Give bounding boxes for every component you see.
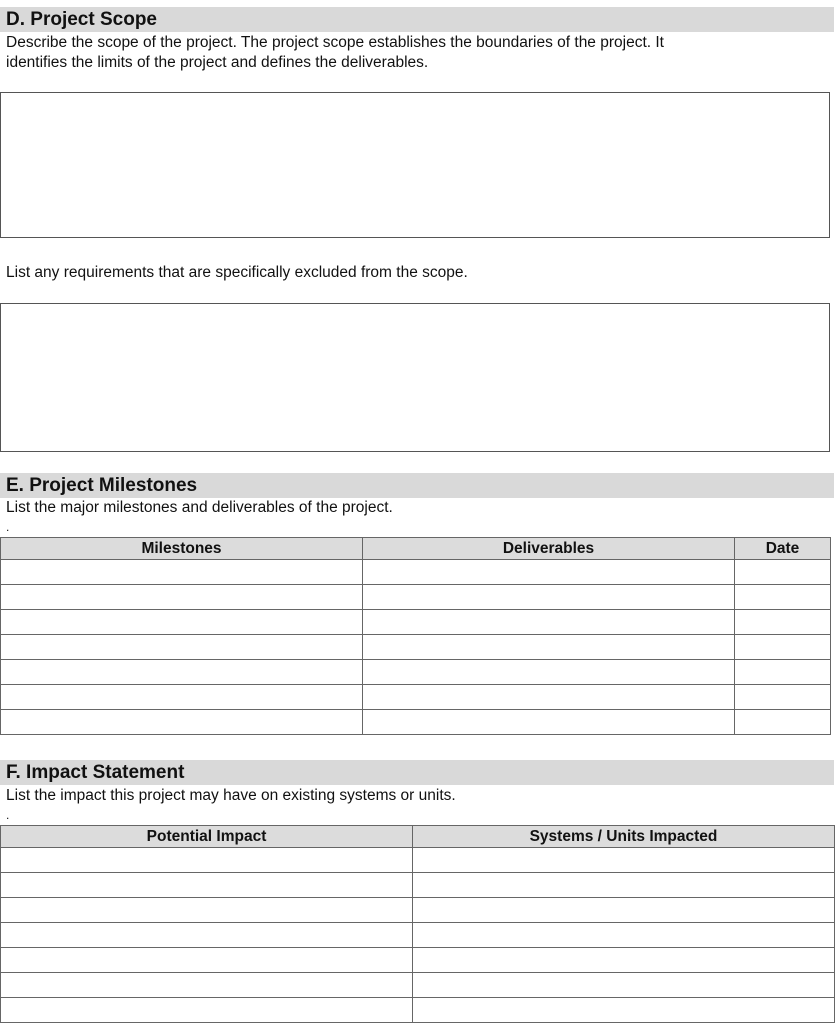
- date-cell[interactable]: [735, 560, 831, 585]
- section-d-desc-line1: Describe the scope of the project. The project scope establishes the boundaries of the project. It: [6, 34, 664, 51]
- excluded-requirements-textbox[interactable]: [0, 303, 830, 452]
- systems-units-impacted-cell[interactable]: [413, 848, 835, 873]
- section-d-title: D. Project Scope: [0, 7, 834, 32]
- potential-impact-cell[interactable]: [1, 948, 413, 973]
- table-row: [1, 585, 831, 610]
- table-row: [1, 923, 835, 948]
- potential-impact-cell[interactable]: [1, 873, 413, 898]
- section-f-title: F. Impact Statement: [0, 760, 834, 785]
- table-row: [1, 898, 835, 923]
- potential-impact-cell[interactable]: [1, 923, 413, 948]
- table-row: [1, 710, 831, 735]
- milestones-header-row: [1, 538, 831, 560]
- section-e-description: List the major milestones and deliverables of the project.: [6, 499, 393, 516]
- project-scope-textbox[interactable]: [0, 92, 830, 238]
- section-f-dot: .: [6, 808, 10, 822]
- systems-units-impacted-cell[interactable]: [413, 923, 835, 948]
- date-column-header: Date: [735, 538, 831, 560]
- milestone-cell[interactable]: [1, 610, 363, 635]
- milestone-cell[interactable]: [1, 585, 363, 610]
- impact-header-row: [1, 826, 835, 848]
- systems-units-impacted-cell[interactable]: [413, 998, 835, 1023]
- table-row: [1, 635, 831, 660]
- potential-impact-cell[interactable]: [1, 848, 413, 873]
- milestone-cell[interactable]: [1, 685, 363, 710]
- table-row: [1, 610, 831, 635]
- table-row: [1, 560, 831, 585]
- excluded-requirements-prompt: List any requirements that are specifically excluded from the scope.: [6, 264, 468, 281]
- table-row: [1, 998, 835, 1023]
- deliverable-cell[interactable]: [363, 710, 735, 735]
- systems-units-impacted-cell[interactable]: [413, 898, 835, 923]
- section-e-title: E. Project Milestones: [0, 473, 834, 498]
- milestones-column-header: Milestones: [1, 538, 363, 560]
- systems-units-impacted-column-header: Systems / Units Impacted: [413, 826, 835, 848]
- date-cell[interactable]: [735, 610, 831, 635]
- potential-impact-cell[interactable]: [1, 898, 413, 923]
- date-cell[interactable]: [735, 685, 831, 710]
- date-cell[interactable]: [735, 710, 831, 735]
- table-row: [1, 848, 835, 873]
- potential-impact-cell[interactable]: [1, 998, 413, 1023]
- deliverable-cell[interactable]: [363, 560, 735, 585]
- milestones-table: [0, 537, 831, 735]
- deliverable-cell[interactable]: [363, 660, 735, 685]
- table-row: [1, 873, 835, 898]
- section-f-description: List the impact this project may have on existing systems or units.: [6, 787, 456, 804]
- milestone-cell[interactable]: [1, 710, 363, 735]
- milestone-cell[interactable]: [1, 660, 363, 685]
- date-cell[interactable]: [735, 635, 831, 660]
- milestone-cell[interactable]: [1, 635, 363, 660]
- deliverable-cell[interactable]: [363, 585, 735, 610]
- potential-impact-column-header: Potential Impact: [1, 826, 413, 848]
- table-row: [1, 685, 831, 710]
- table-row: [1, 973, 835, 998]
- section-e-dot: .: [6, 520, 10, 534]
- date-cell[interactable]: [735, 585, 831, 610]
- deliverables-column-header: Deliverables: [363, 538, 735, 560]
- deliverable-cell[interactable]: [363, 635, 735, 660]
- potential-impact-cell[interactable]: [1, 973, 413, 998]
- systems-units-impacted-cell[interactable]: [413, 948, 835, 973]
- section-d-description: [6, 33, 806, 73]
- deliverable-cell[interactable]: [363, 610, 735, 635]
- section-d-desc-line2: identifies the limits of the project and defines the deliverables.: [6, 54, 429, 71]
- date-cell[interactable]: [735, 660, 831, 685]
- milestone-cell[interactable]: [1, 560, 363, 585]
- table-row: [1, 948, 835, 973]
- deliverable-cell[interactable]: [363, 685, 735, 710]
- systems-units-impacted-cell[interactable]: [413, 973, 835, 998]
- impact-table: [0, 825, 835, 1023]
- table-row: [1, 660, 831, 685]
- systems-units-impacted-cell[interactable]: [413, 873, 835, 898]
